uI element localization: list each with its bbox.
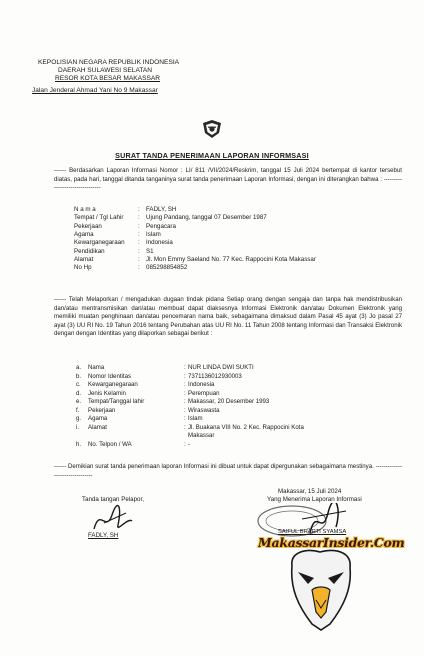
- reported-row-letter: e.: [76, 398, 82, 405]
- reporter-signature-caption: Tanda tangan Pelapor,: [82, 496, 144, 503]
- intro-paragraph: ------ Berdasarkan Laporan Informasi Nomor : LI/ 811 /VII/2024/Reskrim, tanggal 15 Juli 2024 bertempat di kantor tersebut diatas, pada hari, tanggal ditanda tanganinya surat tanda penerimaan Laporan Informasi, dengan ini diterangkan bahwa : --------------------------------: [54, 167, 402, 191]
- reporter-row-label: Pekerjaan: [74, 222, 102, 230]
- reported-row-letter: i.: [76, 423, 80, 431]
- watermark-text: MakassarInsider.Com: [258, 535, 405, 550]
- reporter-row-label: Pendidikan: [74, 247, 105, 255]
- colon: :: [184, 364, 186, 371]
- reported-row-letter: b.: [76, 372, 82, 380]
- header-line-3: RESOR KOTA BESAR MAKASSAR: [55, 75, 161, 82]
- statement-paragraph: ------ Telah Melaporkan / mengadukan dugaan tindak pidana Setiap orang dengan sengaja dan tanpa hak mendistribusikan dan/atau mentransmisikan dan/atau membuat dapat diaksesnya Informasi Elektronik dan/atau Dokumen Elektronik yang memiliki muatan penghinaan dan/atau pencemaran nama baik, sebagaimana dimaksud dalam Pasal 45 ayat (3) Jo pasal 27 ayat (3) UU RI No. 19 Tahun 2016 tentang Perubahan atas UU RI No. 11 Tahun 2008 tentang Informasi dan Transaksi Elektronik dengan dengan Identitas yang dilaporkan sebagai berikut :: [54, 296, 402, 337]
- reported-row-label: Agama: [88, 415, 108, 422]
- colon: :: [138, 264, 140, 272]
- reported-row-letter: d.: [76, 389, 82, 397]
- colon: :: [138, 255, 140, 263]
- colon: :: [184, 389, 186, 397]
- colon: :: [184, 372, 186, 380]
- reported-row-label: Alamat: [88, 423, 107, 431]
- document-title: SURAT TANDA PENERIMAAN LAPORAN INFORMSASI: [115, 151, 309, 160]
- eagle-mascot-icon: [286, 548, 356, 637]
- reporter-row-value: FADLY, SH: [146, 206, 177, 213]
- reported-row-value: Jl. Buakana VIII No. 2 Kec. Rappocini Kota: [188, 423, 304, 431]
- reported-row-value: 7371136012930003: [188, 372, 242, 380]
- reporter-row-label: No Hp: [74, 264, 92, 272]
- receiver-signature-caption: Yang Menerima Laporan Informasi: [267, 496, 362, 503]
- reported-row-letter: g.: [76, 415, 82, 422]
- reporter-row-label: Agama: [74, 230, 94, 238]
- colon: :: [138, 206, 140, 213]
- reporter-row-label: N a m a: [74, 206, 96, 213]
- colon: :: [138, 230, 140, 238]
- colon: :: [138, 239, 140, 247]
- reporter-row-value: S1: [146, 247, 154, 255]
- reported-row-label: Nomor Identitas: [88, 372, 132, 380]
- receiver-name: SAIFUL BHARTI SYAMSA: [278, 529, 347, 535]
- reported-row-letter: a.: [76, 364, 82, 371]
- header-line-1: KEPOLISIAN NEGARA REPUBLIK INDONESIA: [38, 59, 180, 66]
- reported-row-label: Tempat/Tanggal lahir: [88, 398, 145, 405]
- reported-row-label: Jenis Kelamin: [88, 389, 126, 397]
- reported-row-letter: c.: [76, 381, 81, 388]
- closing-paragraph: ------ Demikian surat tanda penerimaan laporan Informasi ini dibuat untuk dapat dipergunakan sebagaimana mestinya. --------------------------------: [54, 463, 402, 479]
- police-emblem-icon: [201, 119, 223, 139]
- reporter-row-value: Jl. Mon Emmy Saeland No. 77 Kec. Rappocini Kota Makassar: [146, 255, 316, 263]
- header-address: Jalan Jenderal Ahmad Yani No 9 Makassar: [32, 87, 158, 94]
- reporter-row-value: 085298854852: [146, 264, 188, 272]
- reported-row-label: Kewarganegaraan: [88, 381, 138, 388]
- reported-row-letter: f.: [76, 406, 80, 414]
- colon: :: [138, 247, 140, 255]
- reported-row-label: No. Telpon / WA: [88, 440, 132, 448]
- reported-row-value: Makassar: [188, 432, 215, 439]
- colon: :: [184, 398, 186, 405]
- reporter-row-label: Alamat: [74, 255, 94, 263]
- reported-row-value: Wiraswasta: [188, 406, 220, 414]
- reported-row-value: Makassar, 20 Desember 1993: [188, 398, 270, 405]
- reporter-row-label: Tempat / Tgl Lahir: [74, 214, 124, 222]
- colon: :: [184, 440, 186, 448]
- reported-row-value: -: [188, 440, 191, 448]
- colon: :: [184, 381, 186, 388]
- reported-row-value: Indonesia: [188, 381, 215, 388]
- reported-row-value: Islam: [188, 415, 203, 422]
- colon: :: [184, 415, 186, 422]
- colon: :: [184, 423, 186, 431]
- reporter-row-label: Kewarganegaraan: [74, 239, 125, 247]
- reporter-row-value: Ujung Pandang, tanggal 07 Desember 1987: [146, 214, 267, 222]
- receiver-place-date: Makassar, 15 Juli 2024: [278, 488, 342, 495]
- reported-row-label: Pekerjaan: [88, 406, 116, 414]
- reported-row-value: Perempuan: [188, 389, 220, 397]
- reporter-name: FADLY, SH: [88, 532, 119, 539]
- header-line-2: DAERAH SULAWESI SELATAN: [58, 67, 153, 74]
- reporter-row-value: Indonesia: [146, 239, 173, 247]
- reporter-row-value: Islam: [146, 230, 161, 238]
- reported-row-letter: h.: [76, 440, 82, 448]
- reported-row-value: NUR LINDA DWI SUKTI: [188, 364, 254, 371]
- colon: :: [184, 406, 186, 414]
- colon: :: [138, 222, 140, 230]
- colon: :: [138, 214, 140, 222]
- reporter-row-value: Pengacara: [146, 222, 176, 230]
- reported-row-label: Nama: [88, 364, 105, 371]
